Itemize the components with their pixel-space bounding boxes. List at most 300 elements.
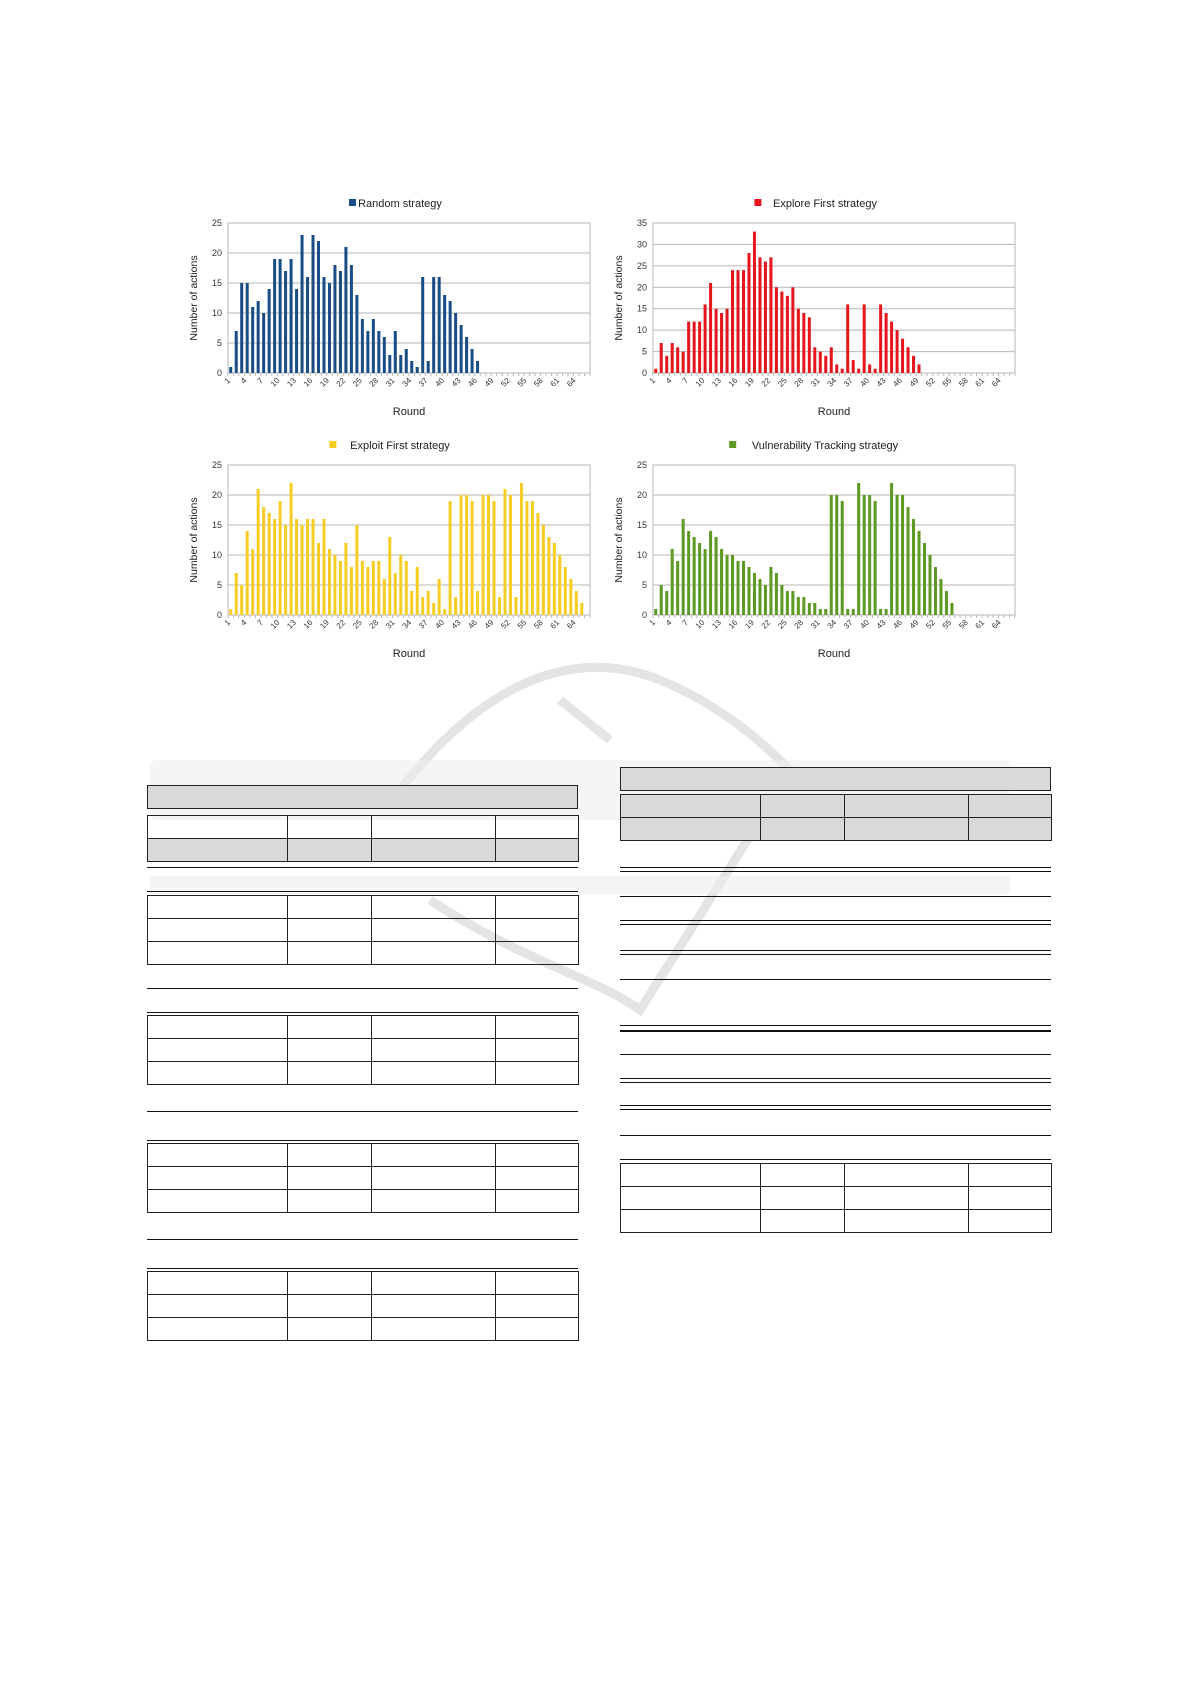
bar — [416, 567, 419, 615]
x-tick-label: 34 — [825, 618, 839, 631]
y-tick-label: 10 — [211, 550, 222, 560]
bar — [322, 277, 325, 373]
table-row — [148, 816, 579, 839]
table-row — [621, 1187, 1052, 1210]
bar — [240, 283, 243, 373]
table-row — [148, 896, 579, 919]
y-tick-label: 5 — [641, 580, 647, 590]
table-rule — [147, 1239, 578, 1240]
bar — [819, 352, 822, 373]
table-row — [148, 1318, 579, 1341]
x-tick-label: 52 — [499, 376, 512, 389]
plot-area — [228, 223, 590, 373]
right-table-block — [620, 767, 1051, 1247]
table-rule — [147, 1012, 578, 1013]
x-tick-label: 7 — [680, 618, 691, 628]
bar — [890, 322, 893, 373]
bar — [693, 322, 696, 373]
table-rule — [620, 1082, 1051, 1083]
x-tick-label: 13 — [710, 618, 723, 631]
table-rule — [620, 1135, 1051, 1136]
bar — [273, 259, 276, 373]
bar — [284, 525, 287, 615]
table-row — [148, 1039, 579, 1062]
x-tick-label: 28 — [367, 376, 381, 389]
bar — [399, 355, 402, 373]
bar — [317, 543, 320, 615]
bar — [454, 597, 457, 615]
plot-area — [653, 465, 1015, 615]
x-tick-label: 55 — [515, 376, 529, 389]
bar — [476, 591, 479, 615]
y-axis-label: Number of actions — [613, 255, 625, 341]
table-row — [148, 839, 579, 862]
bar — [493, 501, 496, 615]
y-tick-label: 25 — [211, 460, 222, 470]
bar — [901, 495, 904, 615]
bar — [753, 573, 756, 615]
bar — [366, 567, 369, 615]
table-rule — [620, 871, 1051, 872]
bar — [791, 591, 794, 615]
y-axis-label: Number of actions — [188, 255, 200, 341]
bar — [704, 304, 707, 373]
bar — [454, 313, 457, 373]
table-grid — [147, 1271, 579, 1341]
bar — [229, 367, 232, 373]
x-tick-label: 58 — [957, 376, 970, 389]
y-tick-label: 35 — [636, 218, 647, 228]
x-tick-label: 34 — [400, 376, 414, 389]
x-tick-label: 10 — [693, 618, 707, 631]
x-tick-label: 61 — [973, 618, 987, 631]
table-row — [621, 795, 1052, 818]
bar — [830, 347, 833, 373]
bar — [742, 270, 745, 373]
x-tick-label: 55 — [515, 618, 529, 631]
x-tick-label: 25 — [351, 376, 364, 389]
x-tick-label: 22 — [759, 376, 773, 389]
bar — [813, 603, 816, 615]
x-tick-label: 31 — [384, 618, 397, 631]
bar — [868, 364, 871, 373]
x-tick-label: 58 — [957, 618, 970, 631]
bar — [918, 531, 921, 615]
table-rule — [620, 950, 1051, 951]
bar — [471, 349, 474, 373]
table-grid — [620, 794, 1052, 841]
x-tick-label: 25 — [776, 376, 789, 389]
x-tick-label: 46 — [891, 618, 904, 631]
bar — [465, 495, 468, 615]
bar — [665, 356, 668, 373]
x-tick-label: 43 — [874, 618, 888, 631]
y-tick-label: 5 — [641, 346, 647, 357]
y-tick-label: 15 — [636, 520, 647, 530]
y-tick-label: 5 — [216, 580, 222, 590]
bar — [874, 369, 877, 373]
x-tick-label: 31 — [384, 376, 397, 389]
bar — [361, 319, 364, 373]
bar — [328, 283, 331, 373]
x-tick-label: 40 — [433, 376, 447, 389]
bar — [328, 549, 331, 615]
bar — [235, 573, 238, 615]
x-tick-label: 19 — [318, 618, 331, 631]
x-tick-label: 10 — [268, 376, 282, 389]
bar — [731, 555, 734, 615]
x-tick-label: 4 — [664, 618, 674, 628]
bar — [852, 360, 855, 373]
bar — [835, 495, 838, 615]
bar — [295, 519, 298, 615]
x-tick-label: 1 — [647, 618, 658, 628]
table-rule — [147, 988, 578, 989]
table-rule — [147, 1140, 578, 1141]
x-tick-label: 10 — [268, 618, 282, 631]
x-tick-label: 13 — [285, 618, 298, 631]
bar — [950, 603, 953, 615]
bar — [443, 609, 446, 615]
table-grid — [147, 1015, 579, 1085]
bar — [460, 495, 463, 615]
y-axis-label: Number of actions — [613, 497, 625, 583]
table-rule — [620, 954, 1051, 955]
bar — [482, 495, 485, 615]
bar — [764, 585, 767, 615]
bar — [465, 337, 468, 373]
x-tick-label: 34 — [400, 618, 414, 631]
bar — [885, 313, 888, 373]
bar — [575, 591, 578, 615]
bar — [449, 301, 452, 373]
bar — [654, 609, 657, 615]
bar — [322, 519, 325, 615]
table-row — [148, 1295, 579, 1318]
bar — [709, 283, 712, 373]
bar — [547, 537, 550, 615]
bar — [339, 561, 342, 615]
bar — [808, 603, 811, 615]
y-tick-label: 10 — [636, 550, 647, 560]
bar — [525, 501, 528, 615]
bar — [268, 513, 271, 615]
bar — [246, 283, 249, 373]
bar — [564, 567, 567, 615]
x-tick-label: 43 — [874, 376, 888, 389]
bar — [671, 549, 674, 615]
bar — [520, 483, 523, 615]
bar — [229, 609, 232, 615]
bar — [660, 343, 663, 373]
bar — [388, 537, 391, 615]
bar — [709, 531, 712, 615]
x-tick-label: 22 — [759, 618, 773, 631]
bar — [388, 355, 391, 373]
bar — [769, 567, 772, 615]
x-tick-label: 40 — [433, 618, 447, 631]
x-tick-label: 7 — [255, 376, 266, 386]
bar — [350, 567, 353, 615]
bar — [558, 555, 561, 615]
x-tick-label: 25 — [776, 618, 789, 631]
bar — [835, 364, 838, 373]
table-rule — [620, 867, 1051, 868]
bar — [857, 369, 860, 373]
bar — [726, 309, 729, 373]
bar — [808, 317, 811, 373]
bar — [394, 331, 397, 373]
table-rule — [620, 924, 1051, 925]
bar — [553, 543, 556, 615]
bar — [503, 489, 506, 615]
x-tick-label: 55 — [940, 618, 954, 631]
bar — [514, 597, 517, 615]
table-row — [148, 1190, 579, 1213]
bar — [251, 307, 254, 373]
y-tick-label: 15 — [636, 303, 647, 314]
bar — [301, 525, 304, 615]
bar — [344, 247, 347, 373]
table-rule — [620, 1054, 1051, 1055]
bar — [813, 347, 816, 373]
bar — [715, 537, 718, 615]
bar — [676, 347, 679, 373]
bar — [660, 585, 663, 615]
bar — [896, 330, 899, 373]
bar — [939, 579, 942, 615]
chart-legend — [329, 440, 450, 452]
y-tick-label: 20 — [211, 490, 222, 500]
table-row — [148, 1167, 579, 1190]
legend-swatch — [729, 441, 736, 448]
x-axis-label: Round — [817, 406, 851, 418]
bar — [824, 609, 827, 615]
table-rule — [620, 1078, 1051, 1079]
table-grid — [147, 1143, 579, 1213]
bar — [333, 265, 336, 373]
x-tick-label: 28 — [792, 376, 806, 389]
table-row — [148, 1062, 579, 1085]
x-axis-label: Round — [817, 648, 851, 660]
x-tick-label: 49 — [907, 618, 921, 631]
y-tick-label: 20 — [636, 282, 647, 293]
plot-area — [228, 465, 590, 615]
table-row — [621, 1210, 1052, 1233]
y-tick-label: 25 — [636, 460, 647, 470]
table-row — [621, 818, 1052, 841]
x-tick-label: 7 — [255, 618, 266, 628]
bar — [665, 591, 668, 615]
x-tick-label: 1 — [647, 376, 658, 386]
bar — [246, 531, 249, 615]
bar — [339, 271, 342, 373]
bar — [257, 489, 260, 615]
y-tick-label: 25 — [636, 260, 647, 271]
bar — [251, 549, 254, 615]
bar — [377, 331, 380, 373]
bar — [410, 361, 413, 373]
table-grid — [147, 895, 579, 965]
bar — [693, 537, 696, 615]
x-tick-label: 28 — [367, 618, 381, 631]
x-tick-label: 4 — [239, 376, 249, 386]
x-tick-label: 10 — [693, 376, 707, 389]
bar — [879, 304, 882, 373]
x-tick-label: 25 — [351, 618, 364, 631]
bar — [290, 483, 293, 615]
bar — [868, 495, 871, 615]
x-tick-label: 46 — [466, 376, 479, 389]
chart-title: Explore First strategy — [773, 198, 877, 210]
bar — [257, 301, 260, 373]
bar — [531, 501, 534, 615]
bar — [852, 609, 855, 615]
table-rule — [620, 1030, 1051, 1032]
bar — [498, 597, 501, 615]
table-header-bar — [147, 785, 578, 809]
x-tick-label: 46 — [891, 376, 904, 389]
bar — [885, 609, 888, 615]
bar — [912, 519, 915, 615]
y-tick-label: 15 — [211, 278, 222, 288]
bar — [786, 591, 789, 615]
bar — [405, 561, 408, 615]
bar — [846, 609, 849, 615]
bar — [715, 309, 718, 373]
x-axis-label: Round — [392, 406, 426, 418]
bar — [333, 555, 336, 615]
bar — [912, 356, 915, 373]
bar — [432, 277, 435, 373]
x-tick-label: 37 — [841, 618, 855, 631]
x-tick-label: 52 — [924, 618, 937, 631]
table-grid — [147, 815, 579, 862]
y-tick-label: 10 — [211, 308, 222, 318]
bar — [879, 609, 882, 615]
bar — [536, 513, 539, 615]
plot-area — [653, 223, 1015, 373]
x-tick-label: 1 — [222, 618, 233, 628]
bar — [438, 579, 441, 615]
table-row — [148, 1272, 579, 1295]
x-tick-label: 52 — [499, 618, 512, 631]
x-tick-label: 4 — [239, 618, 249, 628]
bar — [460, 325, 463, 373]
y-tick-label: 0 — [641, 368, 647, 378]
bar — [306, 277, 309, 373]
table-rule — [620, 1105, 1051, 1106]
x-tick-label: 19 — [743, 376, 756, 389]
bar — [890, 483, 893, 615]
table-row — [148, 942, 579, 965]
bar — [726, 555, 729, 615]
bar — [863, 495, 866, 615]
bar — [350, 265, 353, 373]
bar — [509, 495, 512, 615]
bar — [432, 603, 435, 615]
bar — [918, 364, 921, 373]
bar — [775, 287, 778, 373]
bar — [279, 259, 282, 373]
table-row — [148, 1016, 579, 1039]
x-tick-label: 58 — [532, 618, 545, 631]
bar — [295, 289, 298, 373]
bar — [764, 262, 767, 373]
bar — [841, 501, 844, 615]
x-tick-label: 61 — [548, 376, 562, 389]
bar — [747, 253, 750, 373]
bar — [769, 257, 772, 373]
bar — [923, 543, 926, 615]
y-tick-label: 0 — [216, 610, 222, 620]
x-tick-label: 19 — [743, 618, 756, 631]
table-rule — [147, 891, 578, 892]
x-tick-label: 4 — [664, 376, 674, 386]
bar — [830, 495, 833, 615]
bar — [747, 567, 750, 615]
table-row — [148, 919, 579, 942]
bar — [704, 549, 707, 615]
bar — [438, 277, 441, 373]
x-tick-label: 52 — [924, 376, 937, 389]
bar — [312, 235, 315, 373]
table-row — [148, 1144, 579, 1167]
x-tick-label: 22 — [334, 618, 348, 631]
bar — [824, 356, 827, 373]
table-rule — [620, 979, 1051, 980]
bar — [863, 304, 866, 373]
y-tick-label: 0 — [216, 368, 222, 378]
x-tick-label: 37 — [416, 376, 430, 389]
x-tick-label: 28 — [792, 618, 806, 631]
bar — [306, 519, 309, 615]
bar — [427, 591, 430, 615]
y-tick-label: 20 — [636, 490, 647, 500]
bar — [443, 295, 446, 373]
bar — [780, 292, 783, 373]
bar — [569, 579, 572, 615]
bar — [698, 543, 701, 615]
bar — [405, 349, 408, 373]
x-tick-label: 64 — [990, 376, 1003, 389]
x-tick-label: 43 — [449, 376, 463, 389]
x-tick-label: 16 — [726, 376, 740, 389]
bar — [797, 309, 800, 373]
bar — [780, 585, 783, 615]
bar — [846, 304, 849, 373]
table-rule — [620, 1109, 1051, 1110]
y-tick-label: 0 — [641, 610, 647, 620]
x-tick-label: 49 — [907, 376, 921, 389]
bar — [279, 501, 282, 615]
bar — [874, 501, 877, 615]
x-tick-label: 46 — [466, 618, 479, 631]
bar — [372, 319, 375, 373]
x-tick-label: 37 — [841, 376, 855, 389]
bar — [421, 597, 424, 615]
bar — [945, 591, 948, 615]
chart-title: Random strategy — [358, 198, 442, 210]
bar — [786, 296, 789, 373]
table-rule — [620, 1159, 1051, 1160]
bar — [896, 495, 899, 615]
bar — [907, 507, 910, 615]
x-tick-label: 22 — [334, 376, 348, 389]
bar — [758, 579, 761, 615]
chart-title: Vulnerability Tracking strategy — [751, 440, 899, 452]
bar — [731, 270, 734, 373]
